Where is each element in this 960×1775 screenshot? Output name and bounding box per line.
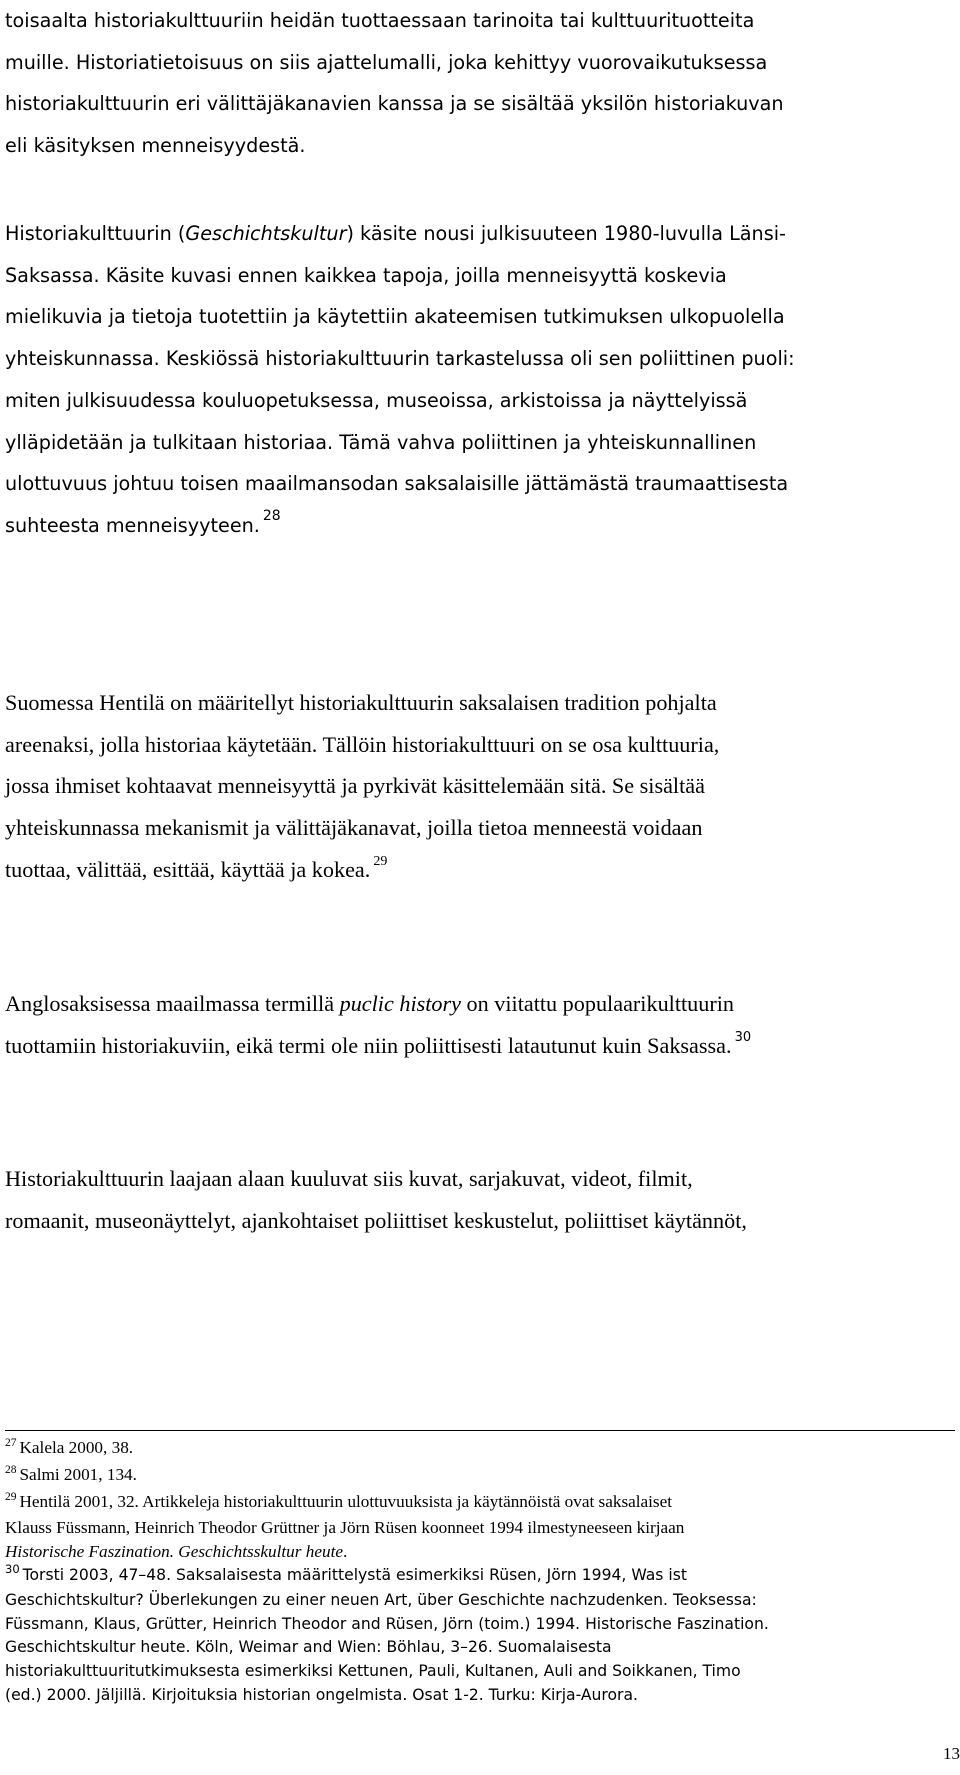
footnote-line: Geschichtskultur? Überlekungen zu einer neuen Art, über Geschichte nachzudenken. Teoksessa: (5, 1590, 757, 1609)
paragraph-line: eli käsityksen menneisyydestä. (5, 134, 306, 158)
paragraph-1 (5, 0, 784, 167)
footnote-ref-28[interactable]: 28 (262, 507, 281, 524)
paragraph-line: yhteiskunnassa mekanismit ja välittäjäkanavat, joilla tietoa menneestä voidaan (5, 815, 703, 841)
paragraph-line: Saksassa. Käsite kuvasi ennen kaikkea tapoja, joilla menneisyyttä koskevia (5, 263, 727, 287)
text-run: tuottamiin historiakuviin, eikä termi ole niin poliittisesti latautunut kuin Saksassa. (5, 1032, 732, 1058)
paragraph-5 (5, 1158, 747, 1241)
book-title: Historische Faszination. Geschichtsskultur heute (5, 1542, 343, 1562)
italic-term: puclic history (339, 991, 461, 1016)
paragraph-line: areenaksi, jolla historiaa käytetään. Tällöin historiakulttuuri on se osa kulttuuria, (5, 731, 720, 757)
paragraph-line (5, 1025, 751, 1071)
paragraph-line: ylläpidetään ja tulkitaan historiaa. Tämä vahva poliittinen ja yhteiskunnallinen (5, 430, 757, 454)
paragraph-line: muille. Historiatietoisuus on siis ajattelumalli, joka kehittyy vuorovaikutuksessa (5, 50, 768, 74)
text-run: suhteesta menneisyyteen. (5, 513, 260, 537)
page-number: 13 (943, 1744, 960, 1763)
paragraph-line (5, 849, 719, 895)
paragraph-line (5, 213, 795, 255)
footnote-line (5, 1540, 950, 1564)
paragraph-4 (5, 983, 751, 1070)
footnote-text: Kalela 2000, 38. (19, 1438, 134, 1457)
footnote-line: (ed.) 2000. Jäljillä. Kirjoituksia historian ongelmista. Osat 1-2. Turku: Kirja-Aurora. (5, 1685, 638, 1704)
footnote-line: Geschichtskultur heute. Köln, Weimar and Wien: Böhlau, 3–26. Suomalaisesta (5, 1638, 612, 1657)
footnotes (5, 1436, 950, 1708)
footnote-number: 29 (5, 1490, 17, 1503)
footnote-text: Salmi 2001, 134. (19, 1464, 137, 1484)
footnote-divider (5, 1430, 955, 1431)
footnote-number: 28 (5, 1463, 17, 1476)
paragraph-line: historiakulttuurin eri välittäjäkanavien kanssa ja se sisältää yksilön historiakuvan (5, 92, 784, 116)
footnote-28 (5, 1463, 950, 1490)
footnote-29 (5, 1490, 950, 1517)
paragraph-line: yhteiskunnassa. Keskiössä historiakulttuurin tarkastelussa oli sen poliittinen puoli: (5, 347, 795, 371)
paragraph-line: Suomessa Hentilä on määritellyt historiakulttuurin saksalaisen tradition pohjalta (5, 690, 717, 715)
text-run: tuottaa, välittää, esittää, käyttää ja kokea. (5, 856, 371, 882)
text-run: Historiakulttuurin ( (5, 222, 186, 245)
footnote-27 (5, 1436, 950, 1463)
paragraph-line: toisaalta historiakulttuuriin heidän tuottaessaan tarinoita tai kulttuurituotteita (5, 9, 755, 32)
text-run: . (343, 1542, 348, 1562)
footnote-line: Klauss Füssmann, Heinrich Theodor Grüttner ja Jörn Rüsen koonneet 1994 ilmestyneeseen kirjaan (5, 1518, 685, 1538)
footnote-number: 30 (5, 1561, 20, 1576)
paragraph-line: Historiakulttuurin laajaan alaan kuuluvat siis kuvat, sarjakuvat, videot, filmit, (5, 1166, 693, 1191)
text-run: Anglosaksisessa maailmassa termillä (5, 991, 340, 1016)
footnote-text: Hentilä 2001, 32. Artikkeleja historiakulttuurin ulottuvuuksista ja käytännöistä ovat saksalaiset (19, 1491, 673, 1511)
footnote-number: 27 (5, 1437, 17, 1449)
footnote-text: Torsti 2003, 47–48. Saksalaisesta määrittelystä esimerkiksi Rüsen, Jörn 1994, Was ist (22, 1565, 687, 1584)
paragraph-line (5, 505, 795, 550)
footnote-30 (5, 1561, 950, 1589)
text-run: ) käsite nousi julkisuuteen 1980-luvulla Länsi- (346, 222, 786, 245)
paragraph-line: jossa ihmiset kohtaavat menneisyyttä ja pyrkivät käsittelemään sitä. Se sisältää (5, 773, 705, 799)
footnote-ref-30[interactable]: 30 (734, 1029, 752, 1045)
text-run: on viitattu populaarikulttuurin (461, 991, 734, 1016)
paragraph-line: ulottuvuus johtuu toisen maailmansodan saksalaisille jättämästä traumaattisesta (5, 472, 789, 496)
italic-term: Geschichtskultur (185, 222, 347, 245)
paragraph-line: romaanit, museonäyttelyt, ajankohtaiset poliittiset keskustelut, poliittiset käytännöt, (5, 1207, 747, 1233)
footnote-line: historiakulttuuritutkimuksesta esimerkiksi Kettunen, Pauli, Kultanen, Auli and Soikkanen, Timo (5, 1662, 741, 1681)
footnote-line: Füssmann, Klaus, Grütter, Heinrich Theodor and Rüsen, Jörn (toim.) 1994. Historische Faszination. (5, 1614, 769, 1633)
paragraph-line: mielikuvia ja tietoja tuotettiin ja käytettiin akateemisen tutkimuksen ulkopuolella (5, 305, 785, 329)
footnote-ref-29[interactable]: 29 (373, 853, 388, 869)
paragraph-3 (5, 682, 719, 895)
paragraph-line: miten julkisuudessa kouluopetuksessa, museoissa, arkistoissa ja näyttelyissä (5, 388, 748, 412)
paragraph-line (5, 983, 751, 1025)
paragraph-2 (5, 213, 795, 550)
